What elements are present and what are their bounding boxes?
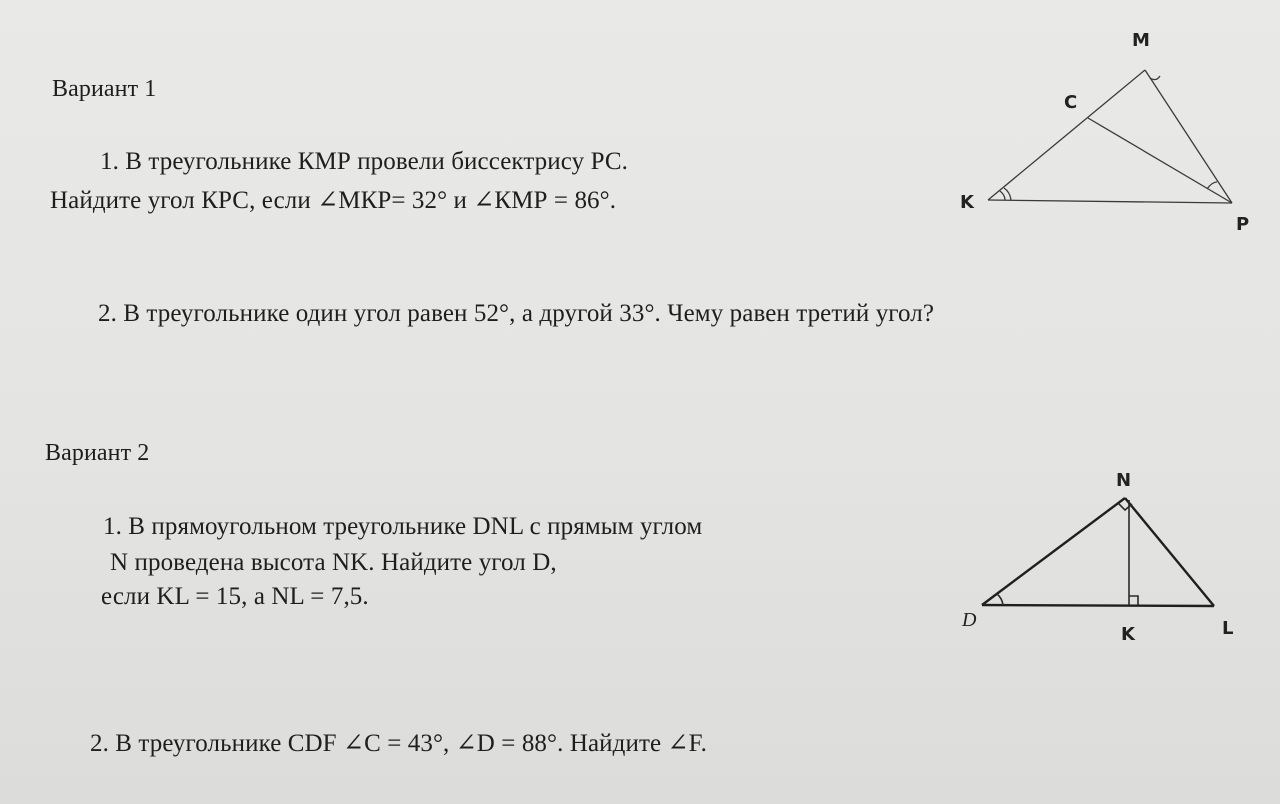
variant2-task1-line3: если KL = 15, а NL = 7,5.	[101, 583, 369, 610]
label-l: L	[1222, 618, 1234, 639]
variant2-task2: 2. В треугольнике CDF ∠C = 43°, ∠D = 88°. Найдите ∠F.	[90, 730, 707, 757]
variant2-task1-line2: N проведена высота NK. Найдите угол D,	[110, 549, 557, 576]
variant1-task1-line2: Найдите угол КРС, если ∠МКР= 32° и ∠КМР = 86°.	[50, 187, 617, 214]
variant1-task1-line1: 1. В треугольнике КМР провели биссектрису РС.	[100, 148, 628, 175]
variant1-task2: 2. В треугольнике один угол равен 52°, а другой 33°. Чему равен третий угол?	[98, 300, 935, 327]
variant2-task1-line1: 1. В прямоугольном треугольнике DNL с прямым углом	[103, 513, 703, 540]
label-d: D	[962, 609, 977, 631]
label-k2: K	[1121, 624, 1135, 645]
right-angle-k	[1129, 596, 1138, 605]
variant2-title: Вариант 2	[45, 440, 150, 466]
label-p: P	[1236, 214, 1250, 235]
angle-d-arc	[997, 594, 1003, 605]
label-k: K	[960, 192, 974, 213]
label-c: C	[1064, 92, 1078, 113]
side-nl	[1125, 498, 1214, 606]
variant1-title: Вариант 1	[52, 76, 157, 102]
label-n: N	[1116, 470, 1132, 491]
side-dl	[982, 605, 1214, 606]
label-m: M	[1132, 30, 1150, 51]
side-dn	[982, 498, 1125, 605]
